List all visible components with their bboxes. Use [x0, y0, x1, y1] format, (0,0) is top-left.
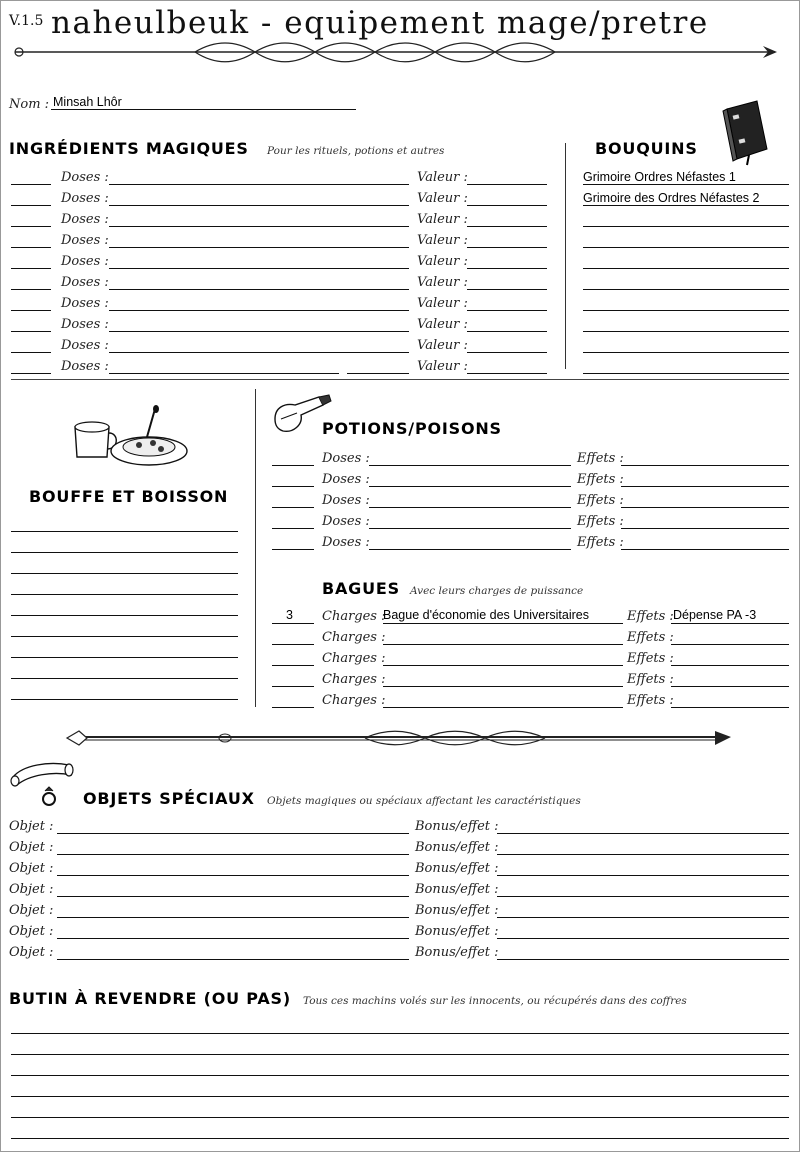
bouffe-line[interactable] [11, 531, 238, 532]
bouquin-line[interactable] [583, 310, 789, 311]
book-icon [719, 99, 771, 165]
ingredient-qty-field[interactable] [11, 205, 51, 206]
butin-line[interactable] [11, 1096, 789, 1097]
bague-charges-label: Charges : [322, 672, 386, 687]
potion-qty-field[interactable] [272, 528, 314, 529]
food-plate-icon [69, 405, 189, 469]
bague-name-value[interactable]: Bague d'économie des Universitaires [383, 608, 589, 622]
bouquin-line[interactable] [583, 373, 789, 374]
potion-qty-field[interactable] [272, 549, 314, 550]
objet-label: Objet : [9, 924, 54, 939]
objet-label: Objet : [9, 903, 54, 918]
bouquin-line[interactable] [583, 268, 789, 269]
butin-line[interactable] [11, 1138, 789, 1139]
bague-name-field[interactable] [383, 707, 623, 708]
bouquins-title: BOUQUINS [595, 139, 698, 158]
bague-name-field[interactable] [383, 623, 623, 624]
ingredient-name-field-extra[interactable] [347, 373, 409, 374]
bagues-subtitle: Avec leurs charges de puissance [410, 585, 584, 597]
bague-name-field[interactable] [383, 686, 623, 687]
objet-label: Objet : [9, 840, 54, 855]
column-divider-top [565, 143, 566, 369]
ingredient-valeur-field[interactable] [467, 289, 547, 290]
bague-charges-label: Charges : [322, 609, 386, 624]
bouquin-line[interactable] [583, 289, 789, 290]
ingredient-valeur-field[interactable] [467, 310, 547, 311]
ingredient-valeur-field[interactable] [467, 268, 547, 269]
bouquin-line[interactable] [583, 184, 789, 185]
name-value[interactable]: Minsah Lhôr [53, 95, 122, 109]
objet-label: Objet : [9, 819, 54, 834]
objet-label: Objet : [9, 945, 54, 960]
ingredient-qty-field[interactable] [11, 352, 51, 353]
bouquin-line[interactable] [583, 331, 789, 332]
bague-charges-label: Charges : [322, 693, 386, 708]
potion-effets-label: Effets : [577, 514, 624, 529]
ingredient-doses-label: Doses : [61, 296, 109, 311]
page-title: naheulbeuk - equipement mage/pretre [51, 5, 709, 41]
ingredient-valeur-label: Valeur : [417, 254, 468, 269]
objet-field[interactable] [57, 896, 409, 897]
potion-doses-label: Doses : [322, 493, 370, 508]
ingredient-valeur-label: Valeur : [417, 359, 468, 374]
butin-subtitle: Tous ces machins volés sur les innocents, ou récupérés dans des coffres [303, 995, 687, 1007]
ingredient-valeur-label: Valeur : [417, 317, 468, 332]
bague-qty-field[interactable] [272, 686, 314, 687]
ingredient-doses-label: Doses : [61, 191, 109, 206]
bague-effets-label: Effets : [627, 672, 674, 687]
potion-effet-field[interactable] [621, 486, 789, 487]
objet-field[interactable] [57, 833, 409, 834]
bouffe-line[interactable] [11, 636, 238, 637]
ingredients-title: INGRÉDIENTS MAGIQUES [9, 139, 249, 158]
ingredient-valeur-label: Valeur : [417, 296, 468, 311]
bague-effet-field[interactable] [671, 644, 789, 645]
ingredient-name-field[interactable] [109, 352, 409, 353]
potion-qty-field[interactable] [272, 486, 314, 487]
objet-field[interactable] [57, 917, 409, 918]
potion-effets-label: Effets : [577, 535, 624, 550]
potions-title: POTIONS/POISONS [322, 419, 502, 438]
objet-bonus-label: Bonus/effet : [415, 819, 499, 834]
objet-bonus-label: Bonus/effet : [415, 882, 499, 897]
objet-bonus-label: Bonus/effet : [415, 861, 499, 876]
bague-effet-field[interactable] [671, 623, 789, 624]
bague-effets-label: Effets : [627, 630, 674, 645]
objet-bonus-field[interactable] [497, 875, 789, 876]
potion-effets-label: Effets : [577, 472, 624, 487]
ingredient-name-field[interactable] [109, 205, 409, 206]
objet-bonus-label: Bonus/effet : [415, 840, 499, 855]
butin-line[interactable] [11, 1075, 789, 1076]
bague-charges-label: Charges : [322, 651, 386, 666]
potion-effet-field[interactable] [621, 528, 789, 529]
section-divider-mid [11, 379, 789, 380]
ingredient-doses-label: Doses : [61, 212, 109, 227]
objets-subtitle: Objets magiques ou spéciaux affectant les caractéristiques [267, 795, 581, 807]
bouquin-line[interactable] [583, 247, 789, 248]
ingredient-name-field[interactable] [109, 289, 409, 290]
column-divider-mid [255, 389, 256, 707]
ingredient-qty-field[interactable] [11, 289, 51, 290]
potion-qty-field[interactable] [272, 465, 314, 466]
bouffe-line[interactable] [11, 594, 238, 595]
ingredient-valeur-label: Valeur : [417, 233, 468, 248]
objet-bonus-label: Bonus/effet : [415, 903, 499, 918]
bouffe-line[interactable] [11, 573, 238, 574]
ingredient-valeur-label: Valeur : [417, 275, 468, 290]
bouffe-line[interactable] [11, 657, 238, 658]
ingredient-name-field[interactable] [109, 247, 409, 248]
ingredient-valeur-label: Valeur : [417, 212, 468, 227]
ingredient-name-field[interactable] [109, 268, 409, 269]
ingredient-qty-field[interactable] [11, 331, 51, 332]
bague-effet-field[interactable] [671, 665, 789, 666]
butin-line[interactable] [11, 1117, 789, 1118]
objet-bonus-field[interactable] [497, 854, 789, 855]
bouquin-line[interactable] [583, 352, 789, 353]
ingredient-valeur-field[interactable] [467, 352, 547, 353]
bague-name-field[interactable] [383, 665, 623, 666]
bague-effets-label: Effets : [627, 651, 674, 666]
ingredient-doses-label: Doses : [61, 254, 109, 269]
ingredient-qty-field[interactable] [11, 184, 51, 185]
objet-bonus-field[interactable] [497, 917, 789, 918]
butin-line[interactable] [11, 1054, 789, 1055]
ingredient-doses-label: Doses : [61, 233, 109, 248]
objet-field[interactable] [57, 938, 409, 939]
bague-effet-field[interactable] [671, 707, 789, 708]
bouquin-title[interactable]: Grimoire Ordres Néfastes 1 [583, 170, 736, 184]
name-field[interactable] [51, 109, 356, 110]
ingredient-doses-label: Doses : [61, 338, 109, 353]
potion-qty-field[interactable] [272, 507, 314, 508]
ingredient-name-field[interactable] [109, 184, 409, 185]
ingredient-qty-field[interactable] [11, 247, 51, 248]
ingredient-valeur-field[interactable] [467, 373, 547, 374]
ingredient-doses-label: Doses : [61, 359, 109, 374]
ingredient-qty-field[interactable] [11, 226, 51, 227]
bouquin-line[interactable] [583, 205, 789, 206]
potion-effet-field[interactable] [621, 465, 789, 466]
potion-doses-label: Doses : [322, 472, 370, 487]
objet-bonus-label: Bonus/effet : [415, 924, 499, 939]
title-staff-ornament [11, 41, 781, 71]
objet-label: Objet : [9, 861, 54, 876]
potion-name-field[interactable] [369, 465, 571, 466]
scroll-ring-icon [9, 759, 75, 811]
ingredient-valeur-field[interactable] [467, 226, 547, 227]
ingredient-valeur-label: Valeur : [417, 338, 468, 353]
bouffe-title: BOUFFE ET BOISSON [29, 487, 229, 506]
potion-effets-label: Effets : [577, 451, 624, 466]
ingredient-name-field[interactable] [109, 331, 409, 332]
potion-effet-field[interactable] [621, 507, 789, 508]
ingredient-valeur-field[interactable] [467, 247, 547, 248]
ingredient-valeur-field[interactable] [467, 331, 547, 332]
version-label: V.1.5 [9, 13, 44, 29]
bouffe-line[interactable] [11, 615, 238, 616]
ingredient-qty-field[interactable] [11, 268, 51, 269]
ingredient-valeur-field[interactable] [467, 184, 547, 185]
objet-field[interactable] [57, 959, 409, 960]
ingredient-name-field[interactable] [109, 310, 409, 311]
bouffe-line[interactable] [11, 552, 238, 553]
ingredient-doses-label: Doses : [61, 317, 109, 332]
potion-name-field[interactable] [369, 549, 571, 550]
butin-line[interactable] [11, 1033, 789, 1034]
potion-doses-label: Doses : [322, 451, 370, 466]
objet-field[interactable] [57, 875, 409, 876]
ingredients-subtitle: Pour les rituels, potions et autres [267, 145, 445, 157]
ingredient-valeur-field[interactable] [467, 205, 547, 206]
ingredient-qty-field[interactable] [11, 310, 51, 311]
bague-effets-label: Effets : [627, 693, 674, 708]
potion-doses-label: Doses : [322, 514, 370, 529]
objet-bonus-field[interactable] [497, 833, 789, 834]
bague-effet-field[interactable] [671, 686, 789, 687]
objet-field[interactable] [57, 854, 409, 855]
bague-qty-field[interactable] [272, 623, 314, 624]
ingredient-name-field[interactable] [109, 226, 409, 227]
potion-name-field[interactable] [369, 486, 571, 487]
potion-name-field[interactable] [369, 528, 571, 529]
ingredient-doses-label: Doses : [61, 275, 109, 290]
objet-bonus-field[interactable] [497, 896, 789, 897]
bague-qty-field[interactable] [272, 707, 314, 708]
bague-charges-label: Charges : [322, 630, 386, 645]
bouquin-line[interactable] [583, 226, 789, 227]
potion-effets-label: Effets : [577, 493, 624, 508]
ingredient-valeur-label: Valeur : [417, 191, 468, 206]
bouffe-line[interactable] [11, 699, 238, 700]
bague-qty-value[interactable]: 3 [286, 608, 293, 622]
objets-title: OBJETS SPÉCIAUX [83, 789, 255, 808]
name-label: Nom : [9, 97, 50, 112]
objet-bonus-field[interactable] [497, 959, 789, 960]
objet-bonus-label: Bonus/effet : [415, 945, 499, 960]
ingredient-doses-label: Doses : [61, 170, 109, 185]
objet-label: Objet : [9, 882, 54, 897]
bague-effet-value[interactable]: Dépense PA -3 [673, 608, 757, 622]
ingredient-name-field[interactable] [109, 373, 339, 374]
potion-name-field[interactable] [369, 507, 571, 508]
staff-divider-ornament [65, 725, 735, 751]
bagues-title: BAGUES [322, 579, 400, 598]
bague-qty-field[interactable] [272, 644, 314, 645]
potion-effet-field[interactable] [621, 549, 789, 550]
ingredient-valeur-label: Valeur : [417, 170, 468, 185]
bouquin-title[interactable]: Grimoire des Ordres Néfastes 2 [583, 191, 760, 205]
potion-doses-label: Doses : [322, 535, 370, 550]
bague-name-field[interactable] [383, 644, 623, 645]
ingredient-qty-field[interactable] [11, 373, 51, 374]
bague-qty-field[interactable] [272, 665, 314, 666]
objet-bonus-field[interactable] [497, 938, 789, 939]
butin-title: BUTIN À REVENDRE (OU PAS) [9, 989, 291, 1008]
bouffe-line[interactable] [11, 678, 238, 679]
bague-effets-label: Effets : [627, 609, 674, 624]
